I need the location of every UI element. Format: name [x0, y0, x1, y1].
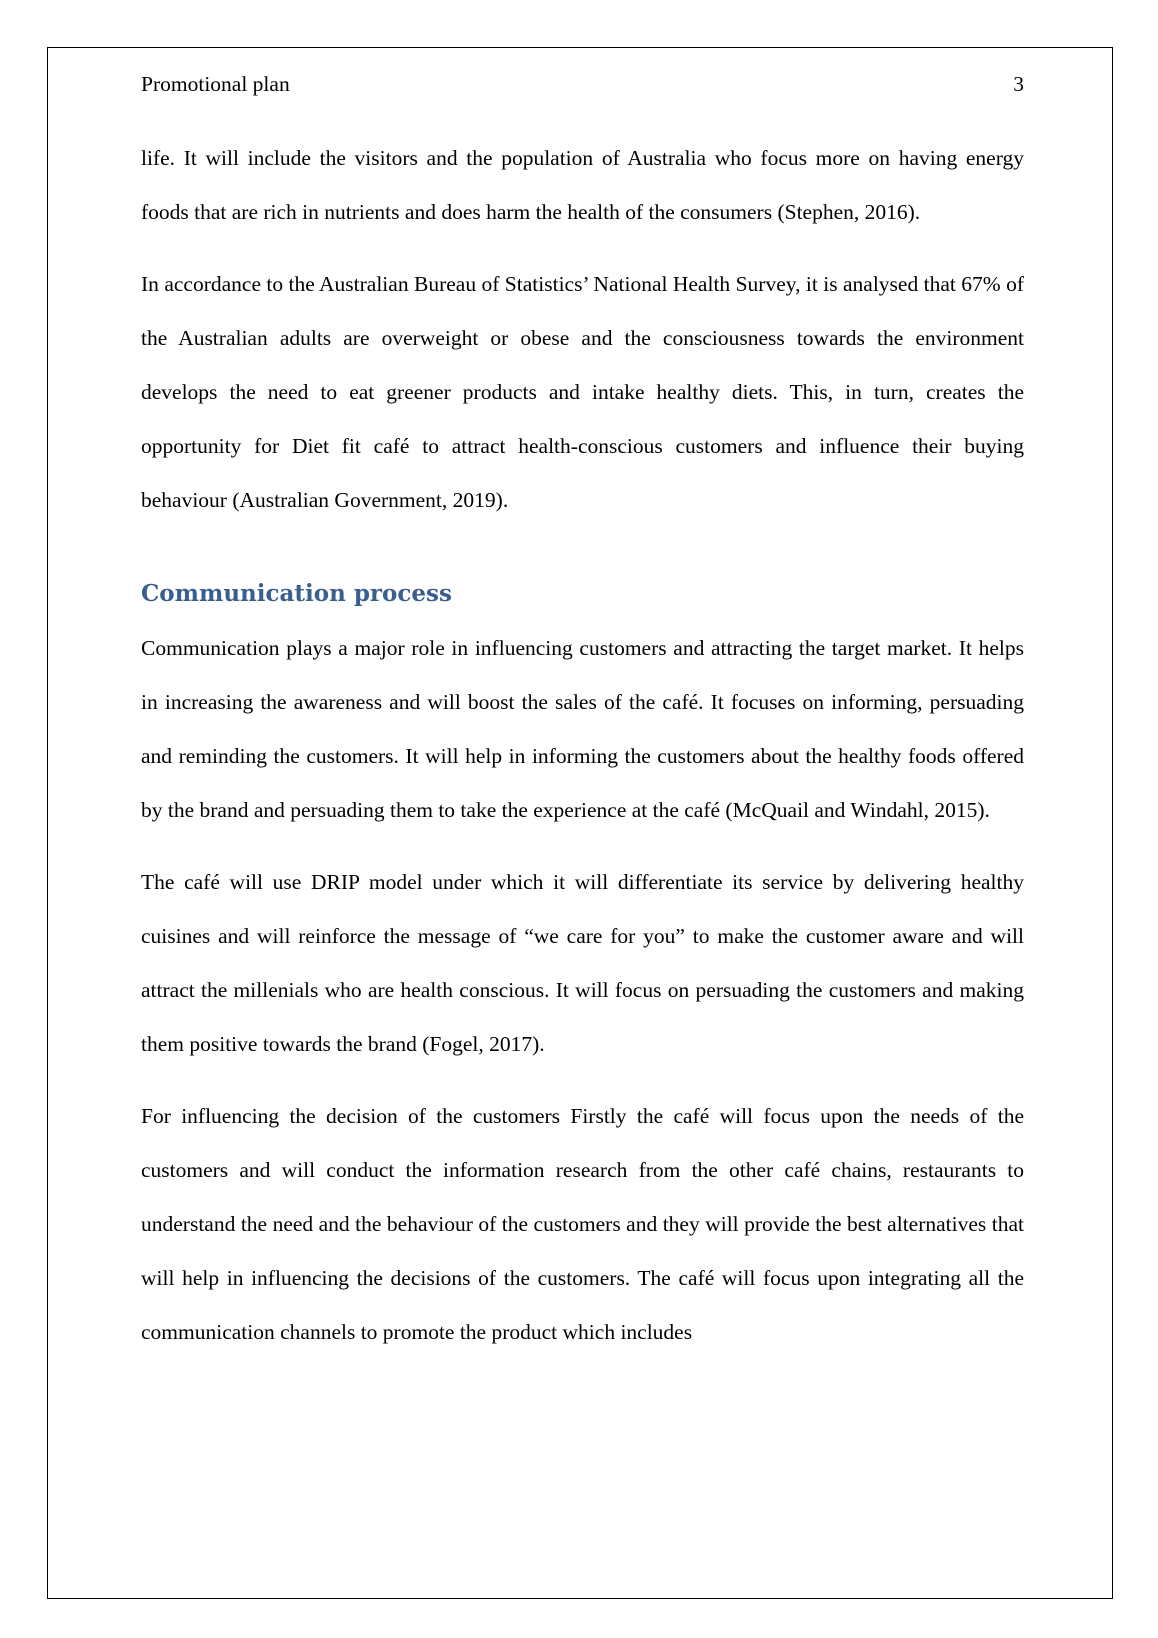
body-paragraph: Communication plays a major role in influencing customers and attracting the target market. It helps in increasing the awareness and will boost the sales of the café. It focuses on informing, persuading and reminding the customers. It will help in informing the customers about the healthy foods offered by the brand and persuading them to take the experience at the café (McQuail and Windahl, 2015). [141, 636, 1024, 822]
running-header-title: Promotional plan [141, 72, 290, 96]
document-page [141, 66, 1024, 1359]
body-paragraph: life. It will include the visitors and the population of Australia who focus more on having energy foods that are rich in nutrients and does harm the health of the consumers (Stephen, 2016). [141, 146, 1024, 224]
body-paragraph: For influencing the decision of the customers Firstly the café will focus upon the needs of the customers and will conduct the information research from the other café chains, restaurants to understand the need and the behaviour of the customers and they will provide the best alternatives that will help in influencing the decisions of the customers. The café will focus upon integrating all the communication channels to promote the product which includes [141, 1104, 1024, 1344]
running-header [141, 66, 1024, 102]
section-heading: Communication process [141, 580, 452, 607]
body-paragraph: The café will use DRIP model under which it will differentiate its service by delivering healthy cuisines and will reinforce the message of “we care for you” to make the customer aware and will attract the millenials who are health conscious. It will focus on persuading the customers and making them positive towards the brand (Fogel, 2017). [141, 870, 1024, 1056]
page-number: 3 [1013, 72, 1024, 96]
body-paragraph: In accordance to the Australian Bureau of Statistics’ National Health Survey, it is analysed that 67% of the Australian adults are overweight or obese and the consciousness towards the environment develops the need to eat greener products and intake healthy diets. This, in turn, creates the opportunity for Diet fit café to attract health-conscious customers and influence their buying behaviour (Australian Government, 2019). [141, 272, 1024, 512]
